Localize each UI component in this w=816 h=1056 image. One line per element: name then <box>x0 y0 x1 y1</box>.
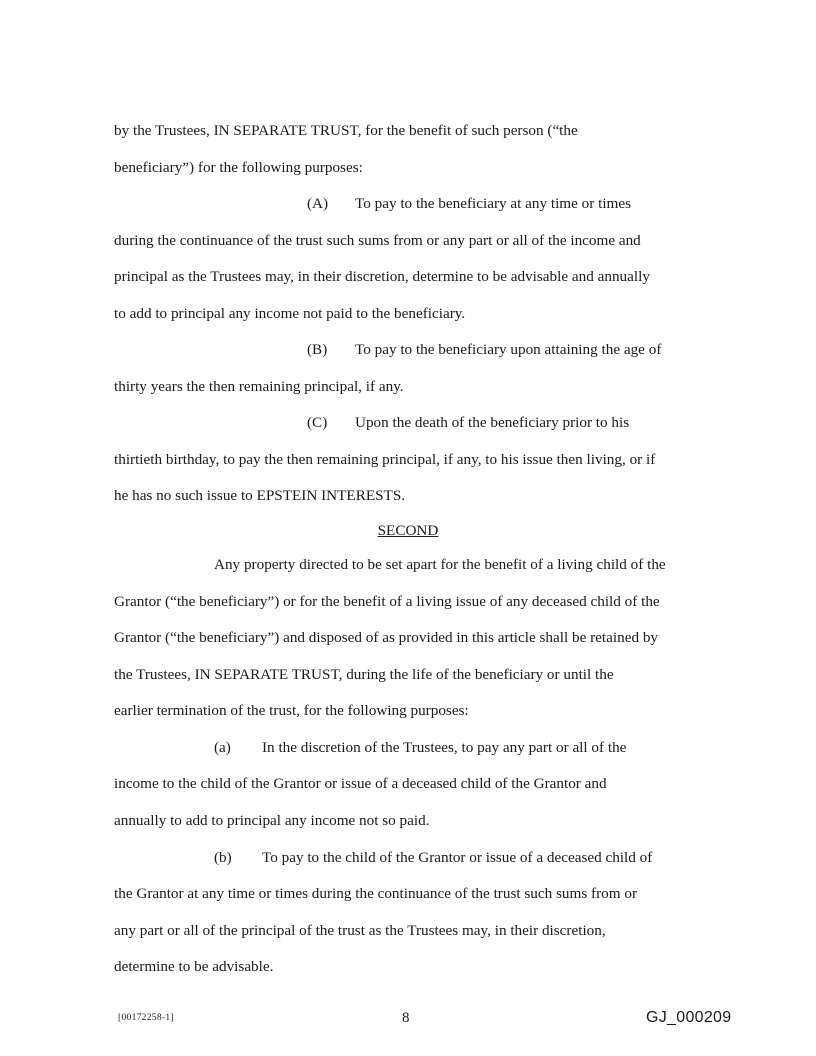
footer-bates-number: GJ_000209 <box>646 1009 732 1026</box>
second-line-1: Any property directed to be set apart for the benefit of a living child of the <box>214 556 666 573</box>
clause-C-line-1 <box>307 413 629 433</box>
clause-A-line-2: during the continuance of the trust such sums from or any part or all of the income and <box>114 232 641 249</box>
clause-A-line-3: principal as the Trustees may, in their discretion, determine to be advisable and annually <box>114 268 650 285</box>
clause-a-line-1 <box>214 738 626 758</box>
clause-b-line-3: any part or all of the principal of the trust as the Trustees may, in their discretion, <box>114 922 606 939</box>
second-line-2: Grantor (“the beneficiary”) or for the benefit of a living issue of any deceased child of the <box>114 593 660 610</box>
intro-line-1: by the Trustees, IN SEPARATE TRUST, for the benefit of such person (“the <box>114 122 578 139</box>
clause-C-text: Upon the death of the beneficiary prior to his <box>355 414 630 431</box>
clause-a-text: In the discretion of the Trustees, to pay any part or all of the <box>262 739 627 756</box>
clause-a-label: (a) <box>214 739 231 756</box>
second-line-4: the Trustees, IN SEPARATE TRUST, during the life of the beneficiary or until the <box>114 666 614 683</box>
second-line-3: Grantor (“the beneficiary”) and disposed of as provided in this article shall be retained by <box>114 629 659 646</box>
clause-A-text: To pay to the beneficiary at any time or times <box>355 195 632 212</box>
clause-A-label: (A) <box>307 195 329 212</box>
clause-A-line-4: to add to principal any income not paid to the beneficiary. <box>114 305 466 322</box>
footer-page-number: 8 <box>402 1010 410 1026</box>
clause-C-label: (C) <box>307 414 328 431</box>
clause-A-line-1 <box>307 194 631 214</box>
clause-b-line-1 <box>214 848 652 868</box>
intro-line-2: beneficiary”) for the following purposes: <box>114 159 363 176</box>
footer-doc-id: [00172258-1] <box>118 1013 174 1023</box>
section-heading: SECOND <box>377 522 439 539</box>
clause-C-line-3: he has no such issue to EPSTEIN INTERESTS. <box>114 487 406 504</box>
clause-B-line-1 <box>307 340 661 360</box>
clause-B-line-2: thirty years the then remaining principal, if any. <box>114 378 404 395</box>
clause-a-line-2: income to the child of the Grantor or issue of a deceased child of the Grantor and <box>114 775 607 792</box>
second-line-5: earlier termination of the trust, for the following purposes: <box>114 702 469 719</box>
clause-b-line-2: the Grantor at any time or times during the continuance of the trust such sums from or <box>114 885 637 902</box>
clause-b-label: (b) <box>214 849 232 866</box>
clause-b-line-4: determine to be advisable. <box>114 958 274 975</box>
clause-a-line-3: annually to add to principal any income not so paid. <box>114 812 430 829</box>
clause-b-text: To pay to the child of the Grantor or issue of a deceased child of <box>262 849 653 866</box>
clause-C-line-2: thirtieth birthday, to pay the then remaining principal, if any, to his issue then living, or if <box>114 451 656 468</box>
clause-B-label: (B) <box>307 341 328 358</box>
clause-B-text: To pay to the beneficiary upon attaining the age of <box>355 341 662 358</box>
